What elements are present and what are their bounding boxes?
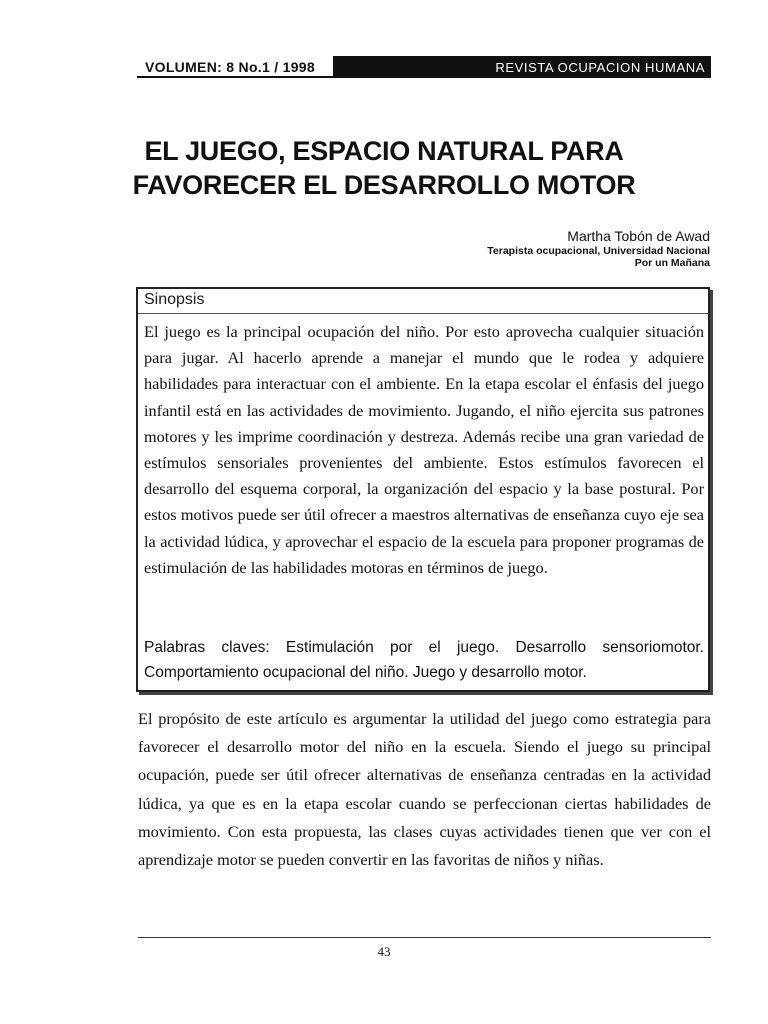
- intro-paragraph: El propósito de este artículo es argumentar la utilidad del juego como estrategia para favorecer el desarrollo motor del niño en la escuela. Siendo el juego su principal ocupación, puede ser útil ofrecer alternativas de enseñanza centradas en la actividad lúdica, ya que es en la etapa escolar cuando se perfeccionan ciertas habilidades de movimiento. Con esta propuesta, las clases cuyas actividades tienen que ver con el aprendizaje motor se pueden convertir en las favoritas de niños y niñas.: [138, 709, 711, 870]
- author-affiliation-2: Por un Mañana: [634, 257, 710, 269]
- journal-name: REVISTA OCUPACION HUMANA: [495, 60, 705, 75]
- keywords-text: Estimulación por el juego. Desarrollo sensoriomotor. Comportamiento ocupacional del niño. Juego y desarrollo motor.: [144, 639, 704, 681]
- title-line-1: EL JUEGO, ESPACIO NATURAL PARA: [144, 136, 624, 166]
- running-header: [137, 56, 711, 78]
- author-name: Martha Tobón de Awad: [567, 228, 710, 244]
- article-title: [0, 134, 768, 202]
- author-block: [487, 227, 710, 269]
- keywords-label: Palabras claves:: [144, 639, 270, 656]
- author-affiliation-1: Terapista ocupacional, Universidad Nacional: [487, 245, 710, 257]
- title-line-2: FAVORECER EL DESARROLLO MOTOR: [132, 170, 636, 200]
- synopsis-box: [136, 287, 710, 692]
- volume-label: VOLUMEN: 8 No.1 / 1998: [145, 59, 315, 75]
- page-number: 43: [377, 944, 391, 959]
- synopsis-heading: Sinopsis: [144, 291, 205, 308]
- keywords: [144, 635, 704, 685]
- volume-label-box: [137, 56, 333, 78]
- synopsis-divider: [138, 313, 708, 314]
- synopsis-text: El juego es la principal ocupación del niño. Por esto aprovecha cualquier situación para jugar. Al hacerlo aprende a manejar el mundo que le rodea y adquiere habilidades para interactuar con el ambiente. En la etapa escolar el énfasis del juego infantil está en las actividades de movimiento. Jugando, el niño ejercita sus patrones motores y les imprime coordinación y destreza. Además recibe una gran variedad de estímulos sensoriales provenientes del ambiente. Estos estímulos favorecen el desarrollo del esquema corporal, la organización del espacio y la base postural. Por estos motivos puede ser útil ofrecer a maestros alternativas de enseñanza cuyo eje sea la actividad lúdica, y aprovechar el espacio de la escuela para proponer programas de estimulación de las habilidades motoras en términos de juego.: [144, 322, 704, 577]
- footer-divider: [138, 937, 711, 938]
- journal-banner: [307, 56, 711, 78]
